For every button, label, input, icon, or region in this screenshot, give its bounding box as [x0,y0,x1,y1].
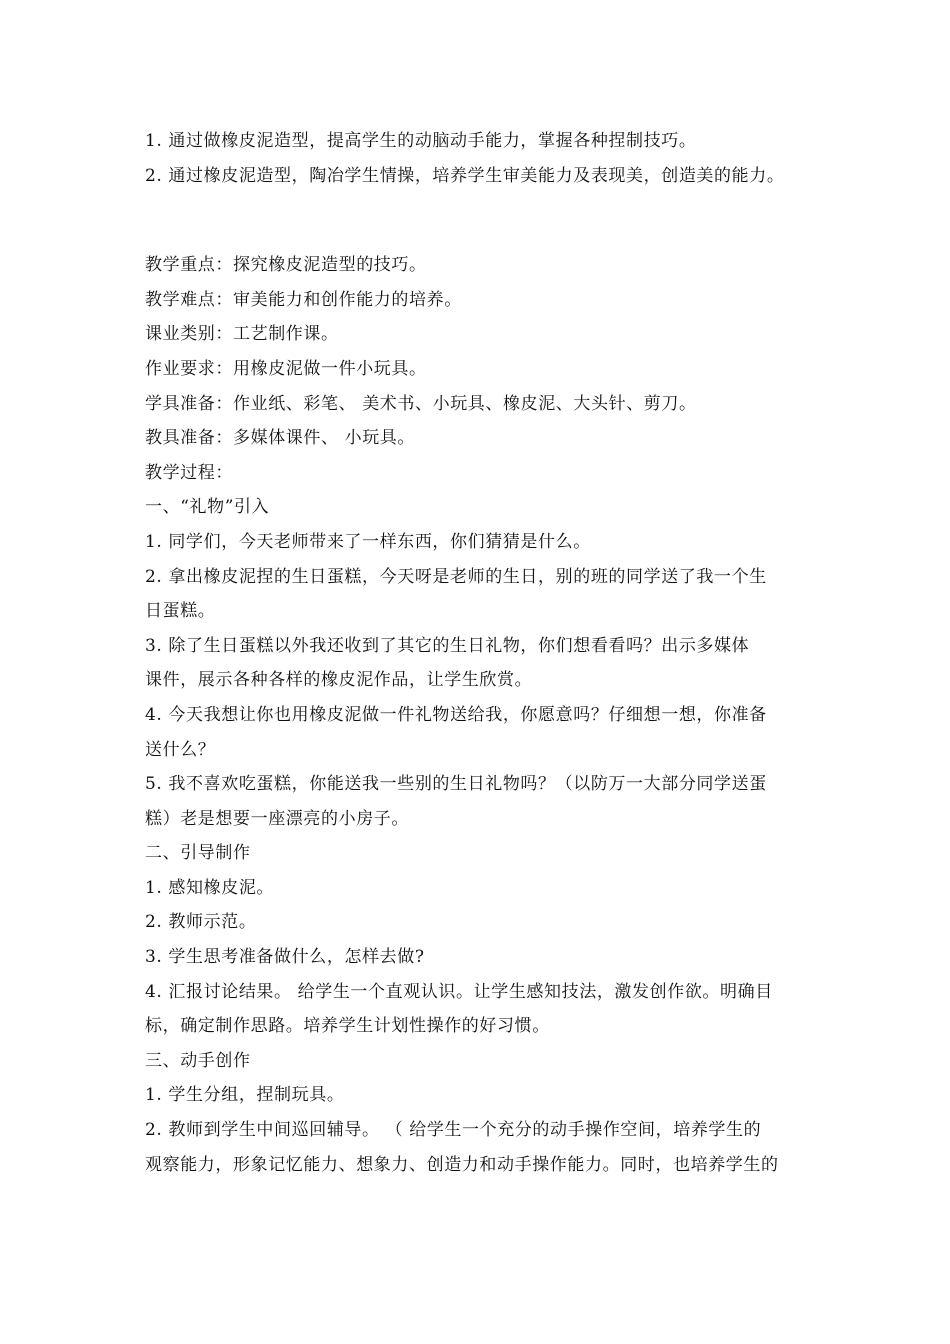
teaching-focus: 教学重点：探究橡皮泥造型的技巧。 [145,255,427,276]
process-line: 日蛋糕。 [145,601,216,622]
process-line: 2. 教师到学生中间巡回辅导。 （ 给学生一个充分的动手操作空间，培养学生的 [145,1120,762,1141]
process-line: 观察能力，形象记忆能力、想象力、创造力和动手操作能力。同时，也培养学生的 [145,1154,779,1175]
teacher-materials: 教具准备：多媒体课件、 小玩具。 [145,428,416,449]
process-line: 1. 同学们，今天老师带来了一样东西，你们猜猜是什么。 [145,531,591,552]
process-line: 1. 学生分组，捏制玩具。 [145,1085,345,1106]
process-line: 送什么？ [145,739,216,760]
process-line: 4. 汇报讨论结果。 给学生一个直观认识。让学生感知技法，激发创作欲。明确目 [145,981,773,1002]
process-line: 糕）老是想要一座漂亮的小房子。 [145,808,409,829]
lesson-info-section [145,248,810,490]
process-line: 3. 学生思考准备做什么，怎样去做? [145,947,425,968]
objective-line: 2. 通过橡皮泥造型，陶冶学生情操，培养学生审美能力及表现美，创造美的能力。 [145,165,785,186]
process-line: 4. 今天我想让你也用橡皮泥做一件礼物送给我，你愿意吗？仔细想一想，你准备 [145,704,767,725]
teaching-process-section [145,490,810,1182]
process-line: 2. 拿出橡皮泥捏的生日蛋糕，今天呀是老师的生日，别的班的同学送了我一个生 [145,566,767,587]
objective-line: 1. 通过做橡皮泥造型，提高学生的动脑动手能力，掌握各种捏制技巧。 [145,131,697,151]
process-line: 课件，展示各种各样的橡皮泥作品，让学生欣赏。 [145,670,533,691]
process-line: 标，确定制作思路。培养学生计划性操作的好习惯。 [145,1016,550,1037]
section-heading: 三、动手创作 [145,1050,251,1071]
process-line: 3. 除了生日蛋糕以外我还收到了其它的生日礼物，你们想看看吗？出示多媒体 [145,635,750,656]
section-heading: 一、“礼物”引入 [145,497,270,518]
process-heading: 教学过程： [145,462,233,483]
section-spacer [145,193,810,248]
section-heading: 二、引导制作 [145,843,251,864]
objectives-section [145,124,810,193]
student-materials: 学具准备：作业纸、彩笔、 美术书、小玩具、橡皮泥、大头针、剪刀。 [145,393,697,414]
process-line: 1. 感知橡皮泥。 [145,877,275,898]
process-line: 2. 教师示范。 [145,912,257,933]
document-body [145,124,810,1182]
course-type: 课业类别：工艺制作课。 [145,324,339,345]
process-line: 5. 我不喜欢吃蛋糕，你能送我一些别的生日礼物吗？（以防万一大部分同学送蛋 [145,774,767,795]
homework-requirement: 作业要求：用橡皮泥做一件小玩具。 [145,358,427,379]
teaching-difficulty: 教学难点：审美能力和创作能力的培养。 [145,289,462,310]
